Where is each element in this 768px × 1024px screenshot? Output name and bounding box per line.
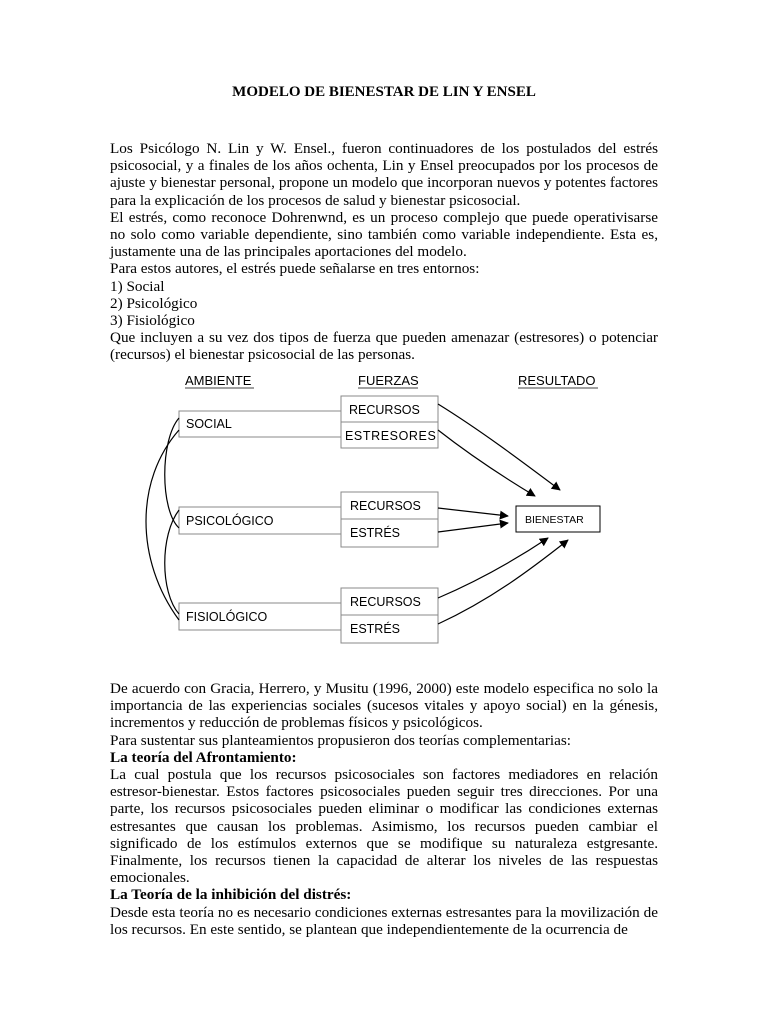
list-item: 2) Psicológico: [110, 294, 198, 312]
intro-paragraph-4: Que incluyen a su vez dos tipos de fuerza que pueden amenazar (estresores) o potenciar (recursos) el bienestar psicosocial de las personas.: [110, 329, 658, 364]
body-paragraph-2: Para sustentar sus planteamientos propusieron dos teorías complementarias:: [110, 731, 571, 749]
force-social-recursos: RECURSOS: [349, 403, 420, 417]
arrow-social-recursos: [438, 404, 560, 490]
connector-social-fisiologico: [146, 430, 179, 620]
force-fisiologico-estres: ESTRÉS: [350, 622, 401, 636]
arrow-psicologico-recursos: [438, 508, 508, 516]
force-psicologico-estres: ESTRÉS: [350, 526, 401, 540]
env-fisiologico-label: FISIOLÓGICO: [186, 610, 268, 624]
arrow-social-estresores: [438, 430, 535, 496]
intro-paragraph-2: El estrés, como reconoce Dohrenwnd, es un proceso complejo que puede operativisarse no solo como variable dependiente, sino también como variable independiente. Esta es, justamente una de las principales aportaciones del modelo.: [110, 208, 658, 261]
intro-paragraph-1: Los Psicólogo N. Lin y W. Ensel., fueron continuadores de los postulados del estrés psicosocial, y a finales de los años ochenta, Lin y Ensel preocupados por los procesos de ajuste y bienestar personal, propone un modelo que incorporan nuevos y potentes factores para la explicación de los procesos de salud y bienestar psicosocial.: [110, 140, 658, 209]
heading-afrontamiento: La teoría del Afrontamiento:: [110, 748, 297, 766]
intro-section: [110, 140, 658, 364]
header-ambiente: AMBIENTE: [185, 373, 252, 388]
intro-paragraph-3: Para estos autores, el estrés puede señalarse en tres entornos:: [110, 260, 480, 278]
body-paragraph-1: De acuerdo con Gracia, Herrero, y Musitu (1996, 2000) este modelo especifica no solo la importancia de las experiencias sociales (sucesos vitales y apoyo social) en la génesis, incrementos y reducción de problemas físicos y psicológicos.: [110, 680, 658, 732]
force-fisiologico-recursos: RECURSOS: [350, 595, 421, 609]
bienestar-model-diagram: [0, 360, 768, 660]
connector-social-psicologico: [165, 418, 179, 528]
body-paragraph-4: Desde esta teoría no es necesario condiciones externas estresantes para la movilización de los recursos. En este sentido, se plantean que independientemente de la ocurrencia de: [110, 903, 658, 938]
body-section: [110, 680, 658, 938]
force-psicologico-recursos: RECURSOS: [350, 499, 421, 513]
env-social-label: SOCIAL: [186, 417, 232, 431]
result-label: BIENESTAR: [525, 514, 584, 526]
arrow-fisiologico-estres: [438, 540, 568, 624]
list-item: 1) Social: [110, 277, 165, 295]
heading-inhibicion-distres: La Teoría de la inhibición del distrés:: [110, 886, 352, 904]
header-fuerzas: FUERZAS: [358, 373, 419, 388]
list-item: 3) Fisiológico: [110, 312, 195, 330]
arrow-psicologico-estres: [438, 523, 508, 532]
body-paragraph-3: La cual postula que los recursos psicosociales son factores mediadores en relación estresor-bienestar. Estos factores psicosociales pueden seguir tres direcciones. Por una parte, los recursos psicosociales pueden eliminar o modificar las condiciones externas estresantes que causan los problemas. Asimismo, los recursos pueden cambiar el significado de los estímulos externos que se modifique su naturaleza estgresante. Finalmente, los recursos tienen la capacidad de alterar los niveles de las respuestas emocionales.: [110, 766, 658, 887]
force-social-estresores: ESTRESORES: [345, 429, 437, 443]
header-resultado: RESULTADO: [518, 373, 596, 388]
env-psicologico-label: PSICOLÓGICO: [186, 514, 274, 528]
page-title: MODELO DE BIENESTAR DE LIN Y ENSEL: [232, 84, 536, 100]
